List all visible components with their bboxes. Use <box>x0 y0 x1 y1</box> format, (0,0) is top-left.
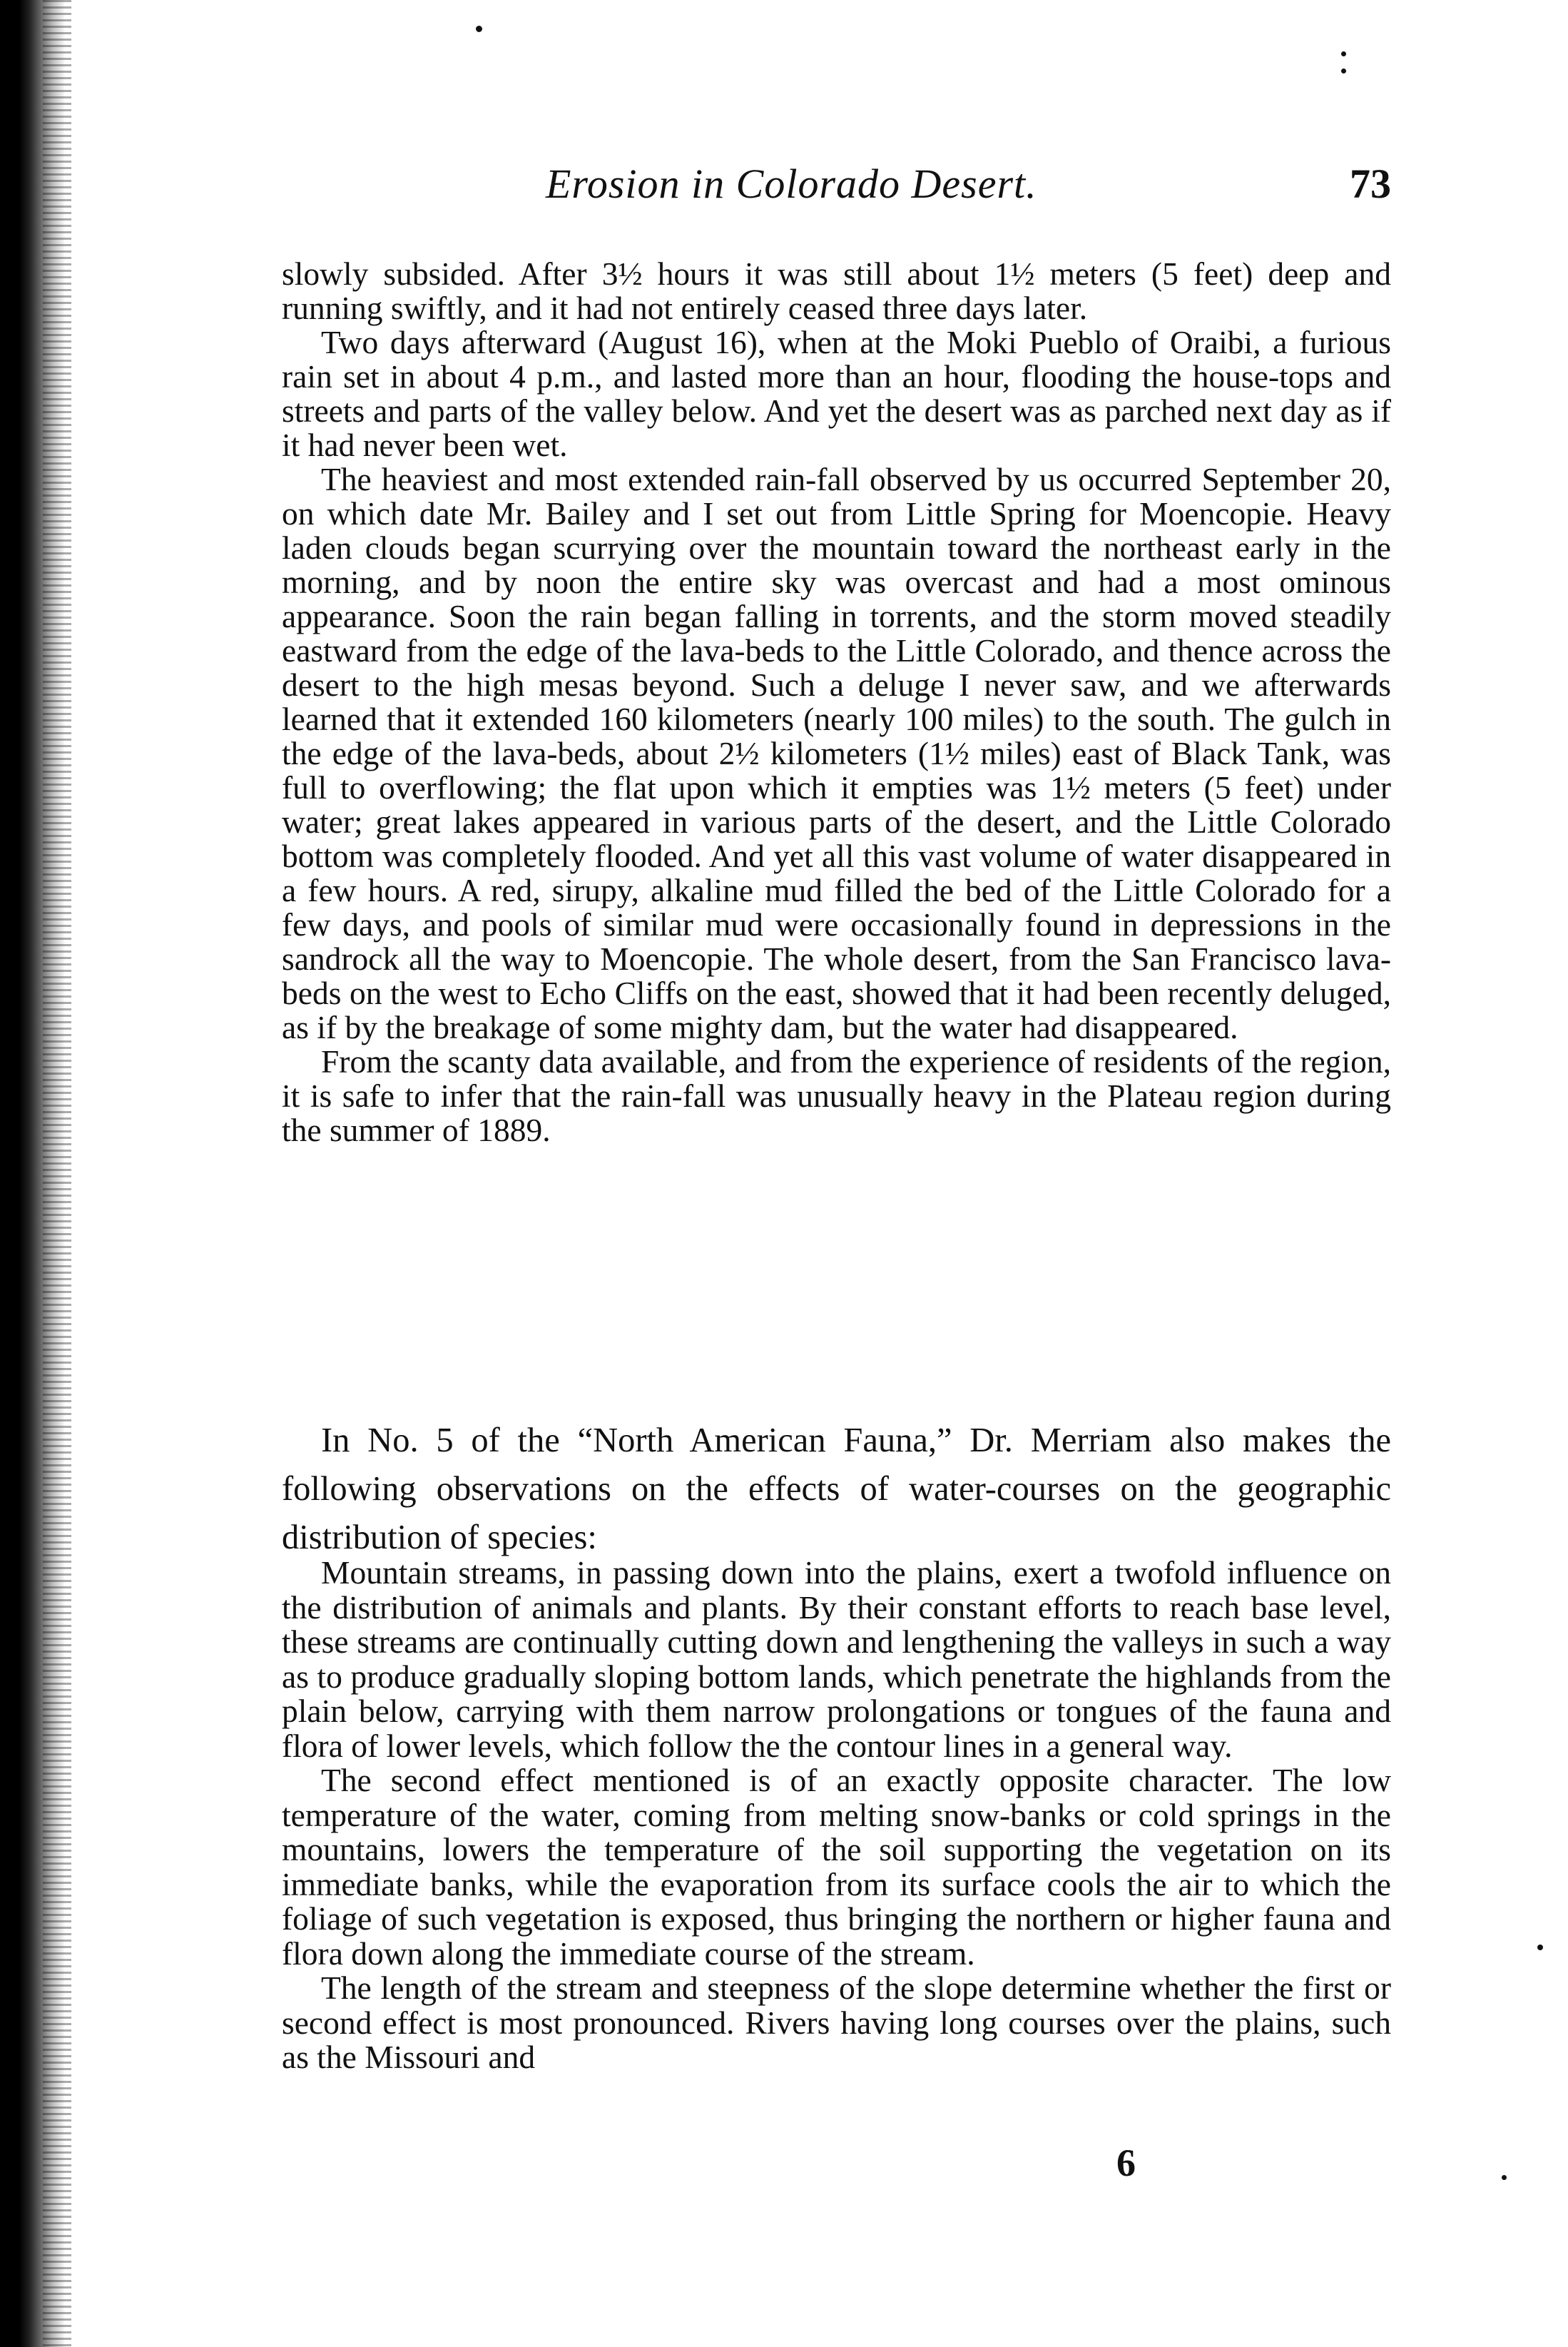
scan-speck <box>1341 51 1346 56</box>
quote-paragraph: The length of the stream and steepness of the slope determine whether the first or second effect is most pronounced. Rivers having long courses over the plains, such as the Missouri and <box>282 1970 1391 2075</box>
scan-speck <box>1537 1945 1543 1950</box>
main-text <box>282 257 1391 1147</box>
running-title: Erosion in Colorado Desert. <box>546 161 1037 207</box>
quoted-passage <box>282 1556 1391 2075</box>
page-header <box>282 160 1391 210</box>
intro-paragraph <box>282 1416 1391 1562</box>
paragraph: From the scanty data available, and from the experience of residents of the region, it is safe to infer that the rain-fall was unusually heavy in the Plateau region during the summer of 1889. <box>282 1043 1391 1148</box>
page-edge-texture <box>43 0 71 2347</box>
quote-paragraph: The second effect mentioned is of an exactly opposite character. The low temperature of the water, coming from melting snow-banks or cold springs in the mountains, lowers the temperature of the soil supporting the vegetation on its immediate banks, while the evaporation from its surface cools the air to which the foliage of such vegetation is exposed, thus bringing the northern or higher fauna and flora down along the immediate course of the stream. <box>282 1762 1391 1972</box>
scan-speck <box>1502 2175 1507 2180</box>
signature-mark: 6 <box>1116 2141 1136 2184</box>
quote-paragraph: Mountain streams, in passing down into the plains, exert a twofold influence on the distribution of animals and plants. By their constant efforts to reach base level, these streams are continually cutting down and lengthening the valleys in such a way as to produce gradually sloping bottom lands, which penetrate the highlands from the plain below, carrying with them narrow prolongations or tongues of the fauna and flora of lower levels, which follow the the contour lines in a general way. <box>282 1554 1391 1764</box>
paragraph: In No. 5 of the “North American Fauna,” Dr. Merriam also makes the following observations on the effects of water-courses on the geographic distribution of species: <box>282 1421 1391 1556</box>
paragraph: The heaviest and most extended rain-fall observed by us occurred September 20, on which date Mr. Bailey and I set out from Little Spring for Moencopie. Heavy laden clouds began scurrying over the mountain toward the northeast early in the morning, and by noon the entire sky was overcast and had a most ominous appearance. Soon the rain began falling in torrents, and the storm moved steadily eastward from the edge of the lava-beds to the Little Colorado, and thence across the desert to the high mesas beyond. Such a deluge I never saw, and we afterwards learned that it extended 160 kilometers (nearly 100 miles) to the south. The gulch in the edge of the lava-beds, about 2½ kilometers (1½ miles) east of Black Tank, was full to overflowing; the flat upon which it empties was 1½ meters (5 feet) under water; great lakes appeared in various parts of the desert, and the Little Colorado bottom was completely flooded. And yet all this vast volume of water disappeared in a few hours. A red, sirupy, alkaline mud filled the bed of the Little Colorado for a few days, and pools of similar mud were occasionally found in depressions in the sandrock all the way to Moencopie. The whole desert, from the San Francisco lava-beds on the west to Echo Cliffs on the east, showed that it had been recently deluged, as if by the breakage of some mighty dam, but the water had disappeared. <box>282 461 1391 1045</box>
paragraph: slowly subsided. After 3½ hours it was still about 1½ meters (5 feet) deep and running swiftly, and it had not entirely ceased three days later. <box>282 255 1391 326</box>
scan-speck <box>1341 69 1346 73</box>
page-number: 73 <box>1350 161 1391 207</box>
paragraph: Two days afterward (August 16), when at the Moki Pueblo of Oraibi, a furious rain set in about 4 p.m., and lasted more than an hour, flooding the house-tops and streets and parts of the valley below. And yet the desert was as parched next day as if it had never been wet. <box>282 324 1391 463</box>
scan-speck <box>476 26 482 32</box>
